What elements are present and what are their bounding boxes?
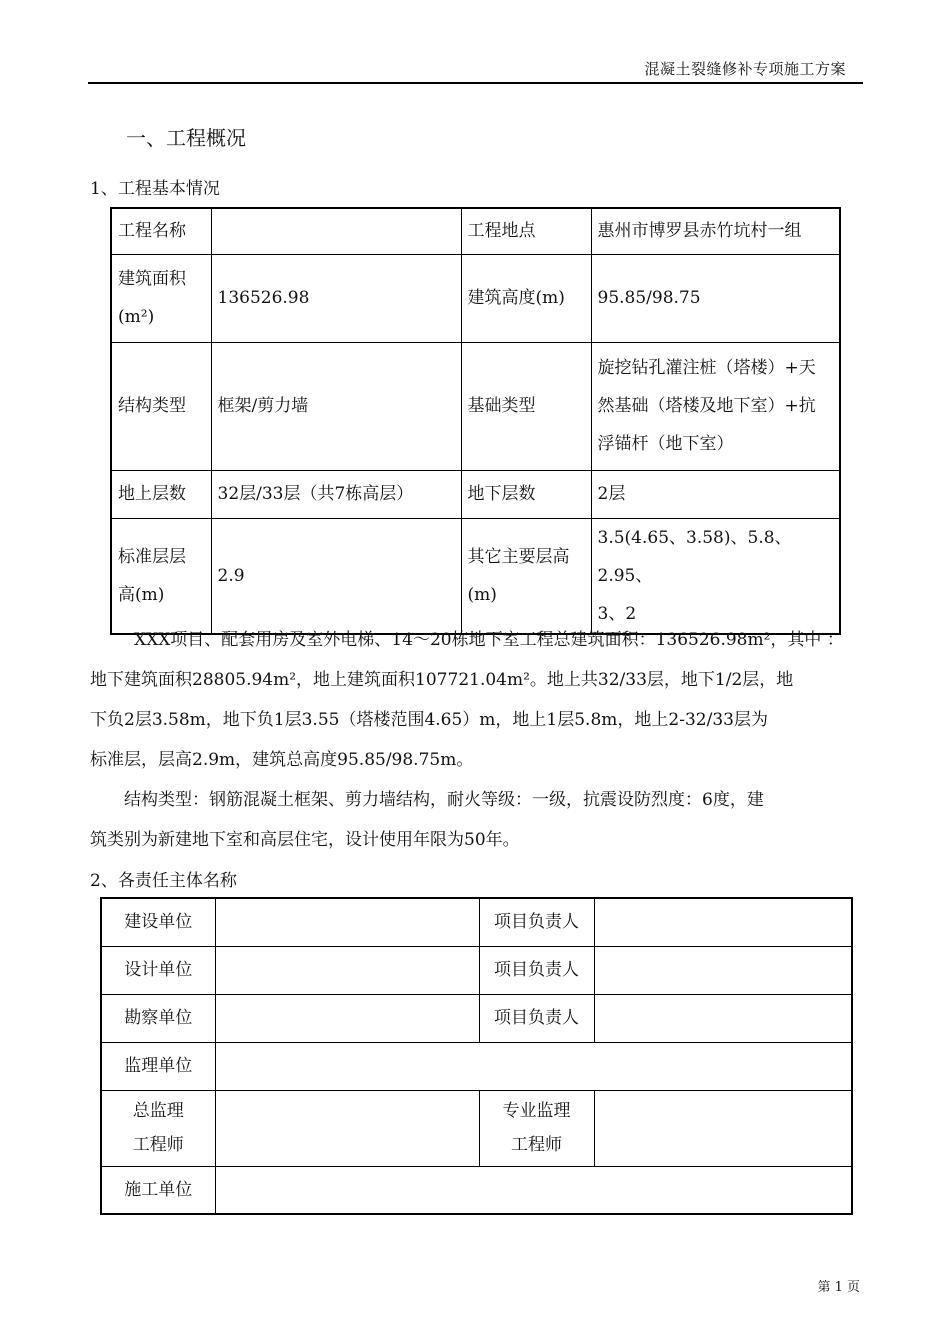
value-pm-build xyxy=(594,898,852,946)
spec-line1: 专业监理 xyxy=(502,1101,571,1121)
value-above-floors: 32层/33层（共7栋高层） xyxy=(211,470,461,518)
other-height-value-line1: 3.5(4.65、3.58)、5.8、2.95、 xyxy=(597,527,792,586)
header-rule xyxy=(88,82,863,84)
table-row xyxy=(101,1166,852,1214)
paragraph-structure xyxy=(90,780,860,860)
subsection-parties: 2、各责任主体名称 xyxy=(90,871,237,891)
label-floor-area-line1: 建筑面积 xyxy=(118,269,186,289)
para1-line2: 地下建筑面积28805.94m²，地上建筑面积107721.04m²。地上共32/33层，地下1/2层，地 xyxy=(90,670,794,690)
label-standard-floor-height xyxy=(111,518,211,634)
table-row xyxy=(111,342,840,470)
value-specialist-supervisor xyxy=(594,1090,852,1166)
table-row xyxy=(111,254,840,342)
table-row xyxy=(111,208,840,254)
label-below-floors: 地下层数 xyxy=(461,470,591,518)
label-specialist-supervisor xyxy=(479,1090,594,1166)
value-design-unit xyxy=(215,946,479,994)
label-construction-unit: 施工单位 xyxy=(101,1166,215,1214)
foundation-line3: 浮锚杆（地下室） xyxy=(597,434,734,454)
label-structure-type: 结构类型 xyxy=(111,342,211,470)
label-supervision-unit: 监理单位 xyxy=(101,1042,215,1090)
value-construction-unit xyxy=(215,1166,852,1214)
para2-line2: 筑类别为新建地下室和高层住宅，设计使用年限为50年。 xyxy=(90,830,520,850)
paragraph-area-summary xyxy=(90,620,860,780)
std-height-line2: 高(m) xyxy=(118,584,165,605)
value-survey-unit xyxy=(215,994,479,1042)
value-floor-area: 136526.98 xyxy=(211,254,461,342)
label-building-height: 建筑高度(m) xyxy=(461,254,591,342)
label-build-unit: 建设单位 xyxy=(101,898,215,946)
value-location: 惠州市博罗县赤竹坑村一组 xyxy=(591,208,840,254)
other-height-line2: (m) xyxy=(467,584,497,605)
foundation-line1: 旋挖钻孔灌注桩（塔楼）+天 xyxy=(597,358,816,378)
value-below-floors: 2层 xyxy=(591,470,840,518)
label-pm-survey: 项目负责人 xyxy=(479,994,594,1042)
label-location: 工程地点 xyxy=(461,208,591,254)
responsible-parties-table xyxy=(100,897,853,1215)
table-row xyxy=(101,898,852,946)
table-row xyxy=(111,518,840,634)
para1-line4: 标准层，层高2.9m，建筑总高度95.85/98.75m。 xyxy=(90,750,474,770)
value-foundation-type xyxy=(591,342,840,470)
table-row xyxy=(101,1090,852,1166)
label-foundation-type: 基础类型 xyxy=(461,342,591,470)
std-height-line1: 标准层层 xyxy=(118,546,186,567)
table-row xyxy=(111,470,840,518)
label-project-name: 工程名称 xyxy=(111,208,211,254)
table-row xyxy=(101,994,852,1042)
foundation-line2: 然基础（塔楼及地下室）+抗 xyxy=(597,396,816,416)
label-other-floor-heights xyxy=(461,518,591,634)
value-pm-design xyxy=(594,946,852,994)
spec-line2: 工程师 xyxy=(511,1135,562,1155)
label-chief-supervisor xyxy=(101,1090,215,1166)
value-supervision-unit xyxy=(215,1042,852,1090)
chief-line2: 工程师 xyxy=(132,1135,184,1155)
value-building-height: 95.85/98.75 xyxy=(591,254,840,342)
para2-line1: 结构类型：钢筋混凝土框架、剪力墙结构，耐火等级：一级，抗震设防烈度：6度，建 xyxy=(124,790,764,810)
label-design-unit: 设计单位 xyxy=(101,946,215,994)
value-other-floor-heights xyxy=(591,518,840,634)
basic-info-table xyxy=(110,207,841,635)
value-build-unit xyxy=(215,898,479,946)
other-height-value-line2: 3、2 xyxy=(597,603,637,624)
chief-line1: 总监理 xyxy=(132,1101,184,1121)
label-survey-unit: 勘察单位 xyxy=(101,994,215,1042)
value-project-name xyxy=(211,208,461,254)
para1-line3: 下负2层3.58m，地下负1层3.55（塔楼范围4.65）m，地上1层5.8m，地上2-32/33层为 xyxy=(90,710,768,730)
value-chief-supervisor xyxy=(215,1090,479,1166)
para1-line1: XXX项目、配套用房及室外电梯、14～20栋地下室工程总建筑面积：136526.98m²，其中 ： xyxy=(134,630,844,650)
label-pm-build: 项目负责人 xyxy=(479,898,594,946)
label-floor-area-line2: (m²) xyxy=(118,307,155,327)
document-header-title: 混凝土裂缝修补专项施工方案 xyxy=(644,60,846,78)
other-height-line1: 其它主要层高 xyxy=(467,546,570,567)
label-pm-design: 项目负责人 xyxy=(479,946,594,994)
value-standard-floor-height: 2.9 xyxy=(211,518,461,634)
table-row xyxy=(101,1042,852,1090)
label-floor-area xyxy=(111,254,211,342)
value-pm-survey xyxy=(594,994,852,1042)
table-row xyxy=(101,946,852,994)
value-structure-type: 框架/剪力墙 xyxy=(211,342,461,470)
subsection-basic-info: 1、工程基本情况 xyxy=(90,179,220,199)
section-title: 一、工程概况 xyxy=(126,126,246,150)
page-number: 第 1 页 xyxy=(817,1280,860,1295)
label-above-floors: 地上层数 xyxy=(111,470,211,518)
